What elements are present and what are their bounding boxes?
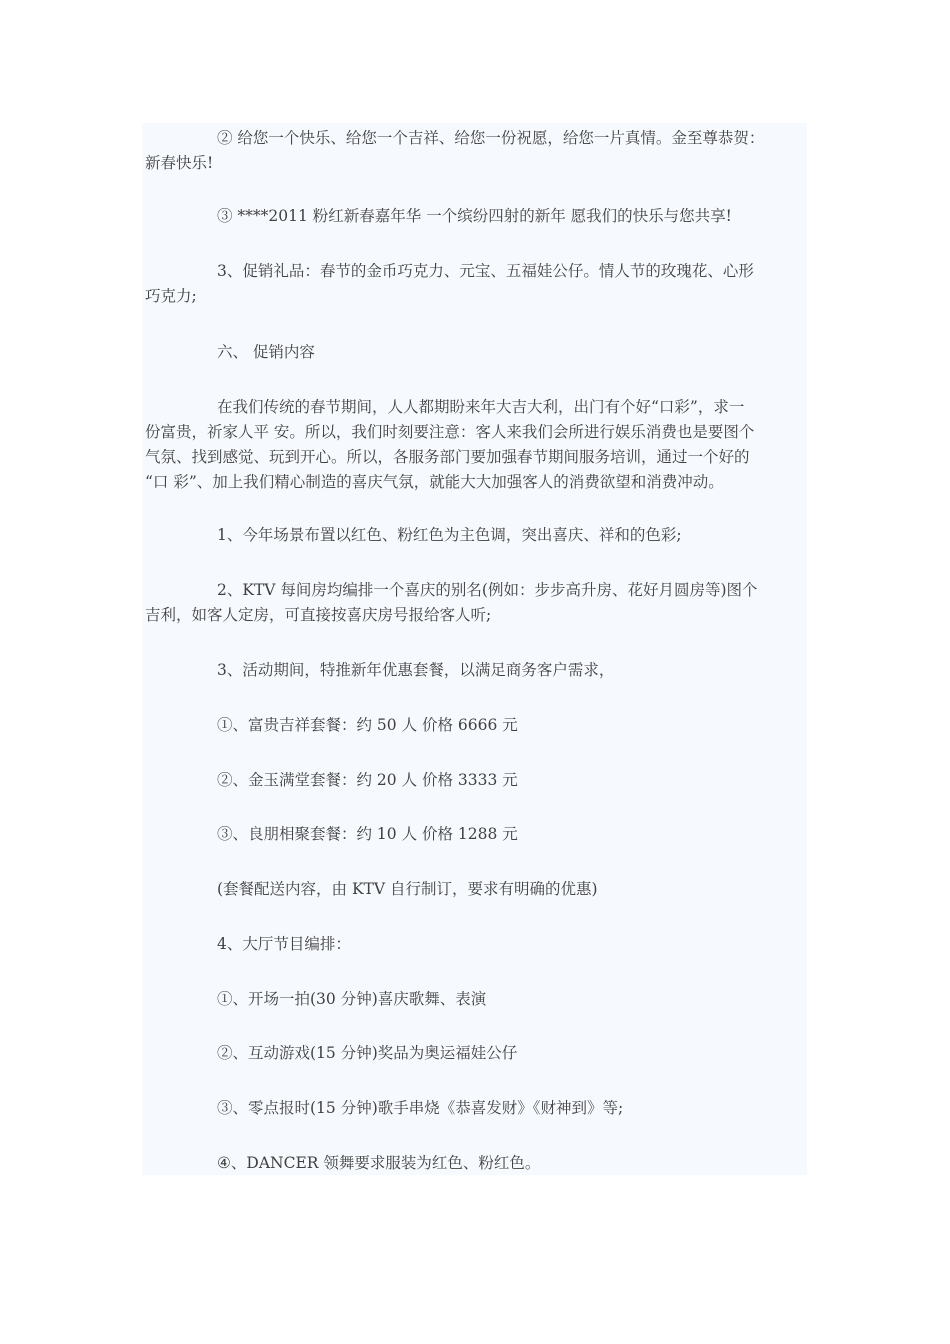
line: 新春快乐! (145, 154, 214, 172)
section-heading: 六、 促销内容 (217, 343, 315, 361)
package-note: (套餐配送内容，由 KTV 自行制订，要求有明确的优惠) (217, 880, 598, 898)
line: 吉利，如客人定房，可直接按喜庆房号报给客人听; (145, 606, 492, 624)
program-item: ②、互动游戏(15 分钟)奖品为奥运福娃公仔 (217, 1044, 518, 1062)
line: 在我们传统的春节期间，人人都期盼来年大吉大利，出门有个好“口彩”，求一 (217, 398, 745, 416)
paragraph-slogan: ③ ****2011 粉红新春嘉年华 一个缤纷四射的新年 愿我们的快乐与您共享! (217, 207, 732, 225)
list-item: 4、大厅节目编排： (217, 935, 351, 953)
program-item: ④、DANCER 领舞要求服装为红色、粉红色。 (217, 1154, 541, 1172)
line: “口 彩”、加上我们精心制造的喜庆气氛，就能大大加强客人的消费欲望和消费冲动。 (145, 473, 724, 491)
line: 3、促销礼品：春节的金币巧克力、元宝、五福娃公仔。情人节的玫瑰花、心形 (217, 262, 754, 280)
list-item: 3、活动期间，特推新年优惠套餐，以满足商务客户需求， (217, 661, 615, 679)
paragraph-gifts (145, 259, 807, 309)
line: 份富贵，祈家人平 安。所以，我们时刻要注意：客人来我们会所进行娱乐消费也是要图个 (145, 423, 755, 441)
line: 2、KTV 每间房均编排一个喜庆的别名(例如：步步高升房、花好月圆房等)图个 (217, 581, 758, 599)
line: ② 给您一个快乐、给您一个吉祥、给您一份祝愿，给您一片真情。金至尊恭贺： (217, 129, 765, 147)
paragraph-greeting (145, 126, 807, 176)
line: 气氛、找到感觉、玩到开心。所以，各服务部门要加强春节期间服务培训，通过一个好的 (145, 448, 750, 466)
list-item: 1、今年场景布置以红色、粉红色为主色调，突出喜庆、祥和的色彩; (217, 526, 682, 544)
program-item: ①、开场一拍(30 分钟)喜庆歌舞、表演 (217, 990, 487, 1008)
package-item: ②、金玉满堂套餐：约 20 人 价格 3333 元 (217, 771, 518, 789)
package-item: ①、富贵吉祥套餐：约 50 人 价格 6666 元 (217, 716, 518, 734)
program-item: ③、零点报时(15 分钟)歌手串烧《恭喜发财》《财神到》等; (217, 1099, 624, 1117)
paragraph-intro (145, 395, 807, 495)
line: 巧克力; (145, 287, 197, 305)
list-item (145, 578, 807, 628)
package-item: ③、良朋相聚套餐：约 10 人 价格 1288 元 (217, 825, 518, 843)
